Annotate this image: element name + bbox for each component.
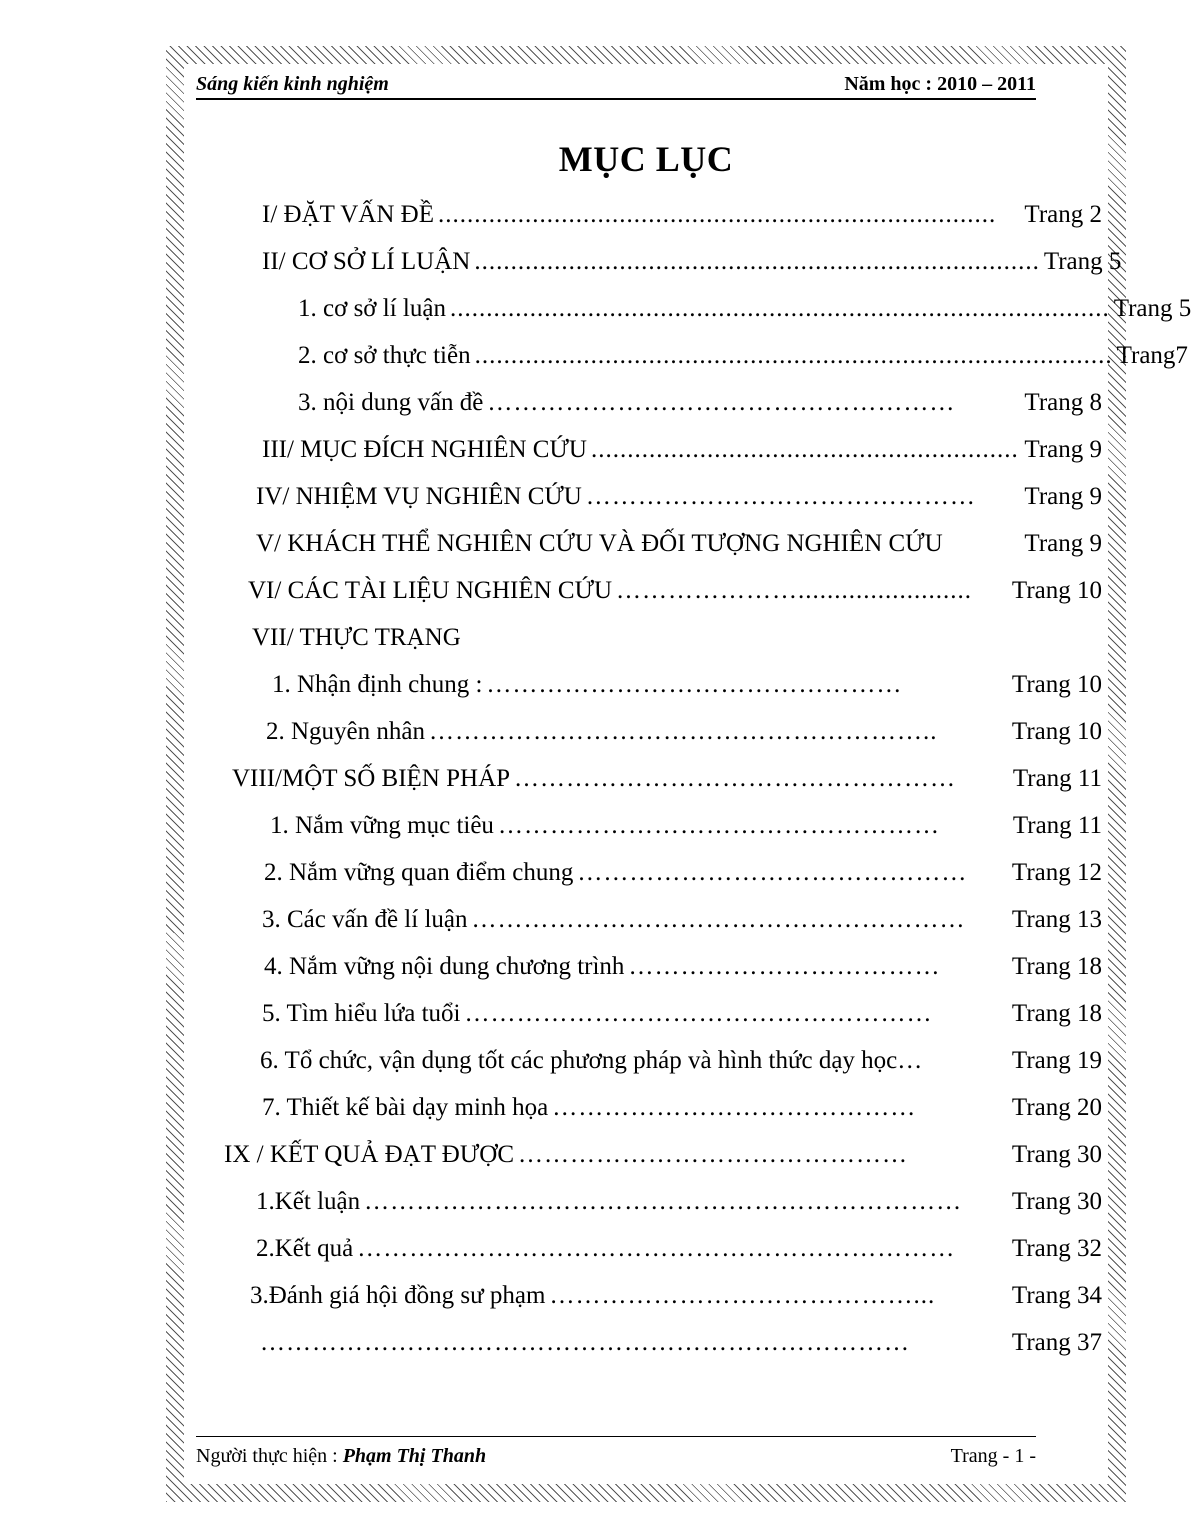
toc-dots: ..............................................................................: [474, 248, 1040, 275]
toc-page: Trang 12: [1011, 859, 1102, 886]
toc-label: 7. Thiết kế bài dạy minh họa: [262, 1094, 549, 1121]
toc-entry: [252, 624, 1102, 658]
toc-entry: [262, 248, 1122, 282]
toc-label: 5. Tìm hiểu lứa tuổi: [262, 1000, 461, 1027]
toc-dots: …………………………………………: [486, 671, 903, 698]
toc-dots: .............................................................................: [438, 201, 997, 228]
toc-page: Trang 8: [1024, 389, 1102, 416]
toc-dots: ………………………………………………: [487, 389, 956, 416]
toc-dots: ……………………………………...: [549, 1282, 936, 1309]
toc-dots: ……………………………………………………………: [357, 1235, 956, 1262]
toc-page: Trang 10: [1011, 671, 1102, 698]
toc-label: IV/ NHIỆM VỤ NGHIÊN CỨU: [256, 483, 582, 510]
page-footer: [196, 1436, 1036, 1477]
toc-entry: [250, 1282, 1102, 1316]
toc-dots: ........................................................................................: [474, 342, 1113, 369]
toc-dots: …………………………………………………..: [429, 718, 938, 745]
toc-dots: ………………………………………: [585, 483, 976, 510]
toc-page: Trang 18: [1011, 953, 1102, 980]
toc-entry: [298, 389, 1102, 423]
toc-label: 4. Nắm vững nội dung chương trình: [264, 953, 625, 980]
toc-entry: [256, 1329, 1102, 1363]
toc-page: Trang 9: [1024, 436, 1102, 463]
toc-label: I/ ĐẶT VẤN ĐỀ: [262, 201, 434, 228]
toc-entry: [262, 1094, 1102, 1128]
toc-entry: [262, 906, 1102, 940]
toc-entry: [232, 765, 1102, 799]
toc-entry: [264, 859, 1102, 893]
toc-entry: [256, 1235, 1102, 1269]
toc-entry: [270, 812, 1102, 846]
toc-dots: …………………………………………………: [471, 906, 966, 933]
toc-label: 3. nội dung vấn đề: [298, 389, 484, 416]
toc-page: Trang 30: [1011, 1141, 1102, 1168]
toc-label: II/ CƠ SỞ LÍ LUẬN: [262, 248, 471, 275]
header-left: Sáng kiến kinh nghiệm: [196, 73, 389, 95]
toc-page: Trang 30: [1011, 1188, 1102, 1215]
toc-dots: ………………………………………………: [464, 1000, 933, 1027]
toc-dots: ……………………………………………: [497, 812, 940, 839]
toc-entry: [248, 577, 1102, 611]
toc-dots: ………………………………………: [577, 859, 968, 886]
toc-entry: [272, 671, 1102, 705]
toc-label: 1. cơ sở lí luận: [298, 295, 446, 322]
toc-page: Trang 5: [1113, 295, 1191, 322]
footer-page-number: Trang - 1 -: [950, 1445, 1036, 1467]
toc-label: 3.Đánh giá hội đồng sư phạm: [250, 1282, 546, 1309]
toc-dots: ……………………………………………………………: [364, 1188, 963, 1215]
toc-label: 2. Nguyên nhân: [266, 718, 425, 745]
toc-label: IX / KẾT QUẢ ĐẠT ĐƯỢC: [224, 1141, 514, 1168]
toc-entry: [256, 1188, 1102, 1222]
footer-author-name: Phạm Thị Thanh: [342, 1445, 487, 1467]
toc-page: Trang 34: [1011, 1282, 1102, 1309]
toc-entry: [224, 1141, 1102, 1175]
toc-page: Trang 37: [1011, 1329, 1102, 1356]
toc-page: Trang 9: [1024, 530, 1102, 557]
toc-entry: [264, 953, 1102, 987]
toc-entry: [256, 530, 1102, 564]
toc-page: Trang 10: [1011, 718, 1102, 745]
toc-page: Trang 10: [1011, 577, 1102, 604]
toc-dots: ...........................................................................................: [449, 295, 1110, 322]
toc-dots: …………………………………………………………………: [260, 1329, 910, 1356]
toc-entry: [256, 483, 1102, 517]
toc-label: 2. cơ sở thực tiễn: [298, 342, 471, 369]
toc-entry: [262, 201, 1102, 235]
toc-dots: ……………………………………………: [514, 765, 957, 792]
toc-entry: [298, 295, 1191, 329]
toc-label: III/ MỤC ĐÍCH NGHIÊN CỨU: [262, 436, 587, 463]
toc-label: 2. Nắm vững quan điểm chung: [264, 859, 574, 886]
toc-page: Trang 13: [1011, 906, 1102, 933]
toc-label: VIII/MỘT SỐ BIỆN PHÁP: [232, 765, 511, 792]
toc-label: 1. Nắm vững mục tiêu: [270, 812, 494, 839]
toc-dots: …………………........................: [616, 577, 973, 604]
toc-page: Trang 5: [1043, 248, 1122, 275]
toc-dots: ……………………………………: [552, 1094, 917, 1121]
toc-page: Trang 9: [1024, 483, 1102, 510]
toc-entry: [266, 718, 1102, 752]
toc-label: VII/ THỰC TRẠNG: [252, 624, 461, 651]
toc-label: 3. Các vấn đề lí luận: [262, 906, 468, 933]
footer-author: [196, 1445, 486, 1468]
toc-page: Trang 11: [1012, 812, 1102, 839]
toc-label: VI/ CÁC TÀI LIỆU NGHIÊN CỨU: [248, 577, 613, 604]
toc-page: Trang 20: [1011, 1094, 1102, 1121]
toc-page: Trang 11: [1012, 765, 1102, 792]
toc-entry: [262, 436, 1102, 470]
header-right: Năm học : 2010 – 2011: [844, 73, 1036, 95]
toc-dots: ………………………………………: [518, 1141, 908, 1168]
footer-author-label: Người thực hiện :: [196, 1445, 338, 1467]
toc-page: Trang 19: [1011, 1047, 1102, 1074]
toc-label: V/ KHÁCH THỂ NGHIÊN CỨU VÀ ĐỐI TƯỢNG NGHIÊN CỨU: [256, 530, 943, 557]
toc-page: Trang 18: [1011, 1000, 1102, 1027]
toc-page: Trang 32: [1011, 1235, 1102, 1262]
toc-label: 1. Nhận định chung :: [272, 671, 483, 698]
toc-label: 2.Kết quả: [256, 1235, 354, 1262]
toc-dots: ...........................................................: [590, 436, 1019, 463]
toc-entry: [260, 1047, 1102, 1081]
toc-page: Trang7: [1116, 342, 1188, 369]
toc-label: 6. Tổ chức, vận dụng tốt các phương pháp và hình thức dạy học…: [260, 1047, 923, 1074]
toc-label: 1.Kết luận: [256, 1188, 361, 1215]
toc-page: Trang 2: [1024, 201, 1102, 228]
toc-entry: [262, 1000, 1102, 1034]
page-title: MỤC LỤC: [558, 139, 734, 179]
toc-entry: [298, 342, 1188, 376]
toc-dots: ………………………………: [628, 953, 941, 980]
